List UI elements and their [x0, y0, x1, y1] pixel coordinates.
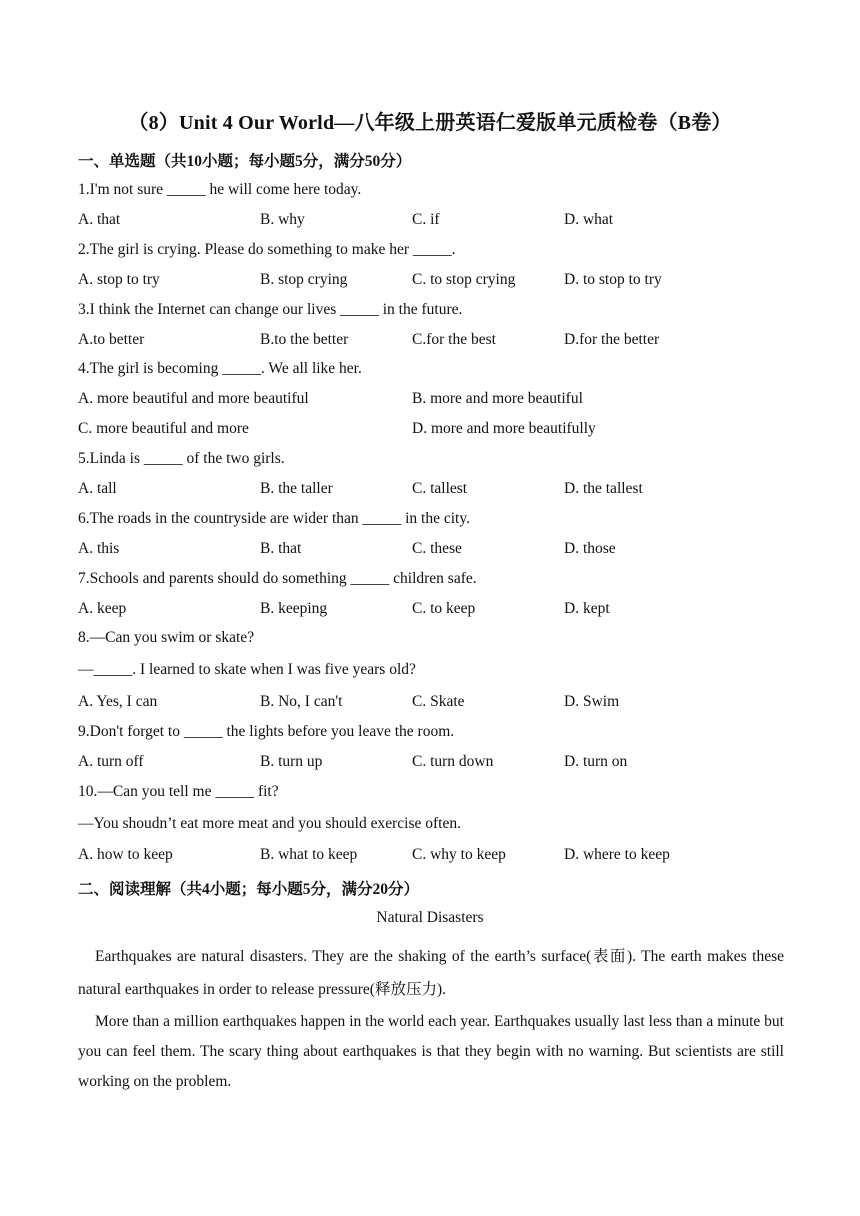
question-7-stem: 7.Schools and parents should do something _____ children safe.	[78, 570, 477, 587]
question-3-stem: 3.I think the Internet can change our lives _____ in the future.	[78, 301, 463, 318]
option-a: A. this	[78, 540, 120, 557]
question-6-stem: 6.The roads in the countryside are wider than _____ in the city.	[78, 510, 470, 527]
question-8-response: —_____. I learned to skate when I was five years old?	[78, 661, 416, 678]
question-2-options	[78, 271, 778, 293]
option-b: B. No, I can't	[260, 693, 343, 710]
question-8-stem: 8.—Can you swim or skate?	[78, 629, 255, 646]
option-b: B. keeping	[260, 600, 328, 617]
question-9-stem: 9.Don't forget to _____ the lights before you leave the room.	[78, 723, 455, 740]
option-c: C. these	[412, 540, 462, 557]
question-8-options	[78, 693, 778, 715]
question-7-options	[78, 600, 778, 622]
question-1-options	[78, 211, 778, 233]
option-b: B. why	[260, 211, 305, 228]
option-a: A. that	[78, 211, 121, 228]
question-4-options-row2	[78, 420, 778, 442]
option-a: A. Yes, I can	[78, 693, 158, 710]
question-1-stem: 1.I'm not sure _____ he will come here today.	[78, 181, 362, 198]
option-a: A.to better	[78, 331, 145, 348]
option-d: D. turn on	[564, 753, 628, 770]
option-d: D. what	[564, 211, 614, 228]
option-c: C. if	[412, 211, 440, 228]
option-a: A. keep	[78, 600, 127, 617]
document-title: （8）Unit 4 Our World—八年级上册英语仁爱版单元质检卷（B卷）	[128, 112, 732, 134]
question-4-stem: 4.The girl is becoming _____. We all like her.	[78, 360, 362, 377]
option-c: C. more beautiful and more	[78, 420, 249, 437]
option-a: A. turn off	[78, 753, 144, 770]
option-d: D. more and more beautifully	[412, 420, 596, 437]
option-c: C.for the best	[412, 331, 496, 348]
option-d: D. the tallest	[564, 480, 643, 497]
section-heading-reading: 二、阅读理解（共4小题；每小题5分，满分20分）	[78, 881, 420, 898]
passage-paragraph-2: More than a million earthquakes happen in the world each year. Earthquakes usually last less than a minute but you can feel them. The scary thing about earthquakes is that they begin with no warning. But scientists are still working on the problem.	[78, 1013, 784, 1090]
passage-title: Natural Disasters	[376, 909, 484, 926]
question-4-options-row1	[78, 390, 778, 412]
option-a: A. tall	[78, 480, 117, 497]
option-b: B. turn up	[260, 753, 323, 770]
question-5-options	[78, 480, 778, 502]
option-c: C. to stop crying	[412, 271, 516, 288]
option-c: C. turn down	[412, 753, 494, 770]
option-c: C. to keep	[412, 600, 476, 617]
option-c: C. why to keep	[412, 846, 506, 863]
option-c: C. tallest	[412, 480, 468, 497]
question-10-stem: 10.—Can you tell me _____ fit?	[78, 783, 279, 800]
question-3-options	[78, 331, 778, 353]
question-9-options	[78, 753, 778, 775]
option-b: B. stop crying	[260, 271, 348, 288]
option-a: A. more beautiful and more beautiful	[78, 390, 309, 407]
option-d: D. Swim	[564, 693, 620, 710]
option-b: B. the taller	[260, 480, 333, 497]
option-d: D. kept	[564, 600, 610, 617]
question-2-stem: 2.The girl is crying. Please do something to make her _____.	[78, 241, 456, 258]
option-a: A. how to keep	[78, 846, 173, 863]
section-heading-multiple-choice: 一、单选题（共10小题；每小题5分，满分50分）	[78, 153, 412, 170]
option-a: A. stop to try	[78, 271, 160, 288]
question-10-response: —You shoudn’t eat more meat and you should exercise often.	[78, 815, 461, 832]
question-5-stem: 5.Linda is _____ of the two girls.	[78, 450, 285, 467]
option-d: D. to stop to try	[564, 271, 662, 288]
option-d: D.for the better	[564, 331, 660, 348]
option-b: B.to the better	[260, 331, 349, 348]
option-b: B. that	[260, 540, 302, 557]
option-c: C. Skate	[412, 693, 465, 710]
option-b: B. what to keep	[260, 846, 358, 863]
option-d: D. those	[564, 540, 616, 557]
question-10-options	[78, 846, 778, 868]
option-d: D. where to keep	[564, 846, 670, 863]
question-6-options	[78, 540, 778, 562]
passage-paragraph-1: Earthquakes are natural disasters. They are the shaking of the earth’s surface(表面). The earth makes these natural earthquakes in order to release pressure(释放压力).	[78, 948, 784, 998]
option-b: B. more and more beautiful	[412, 390, 583, 407]
